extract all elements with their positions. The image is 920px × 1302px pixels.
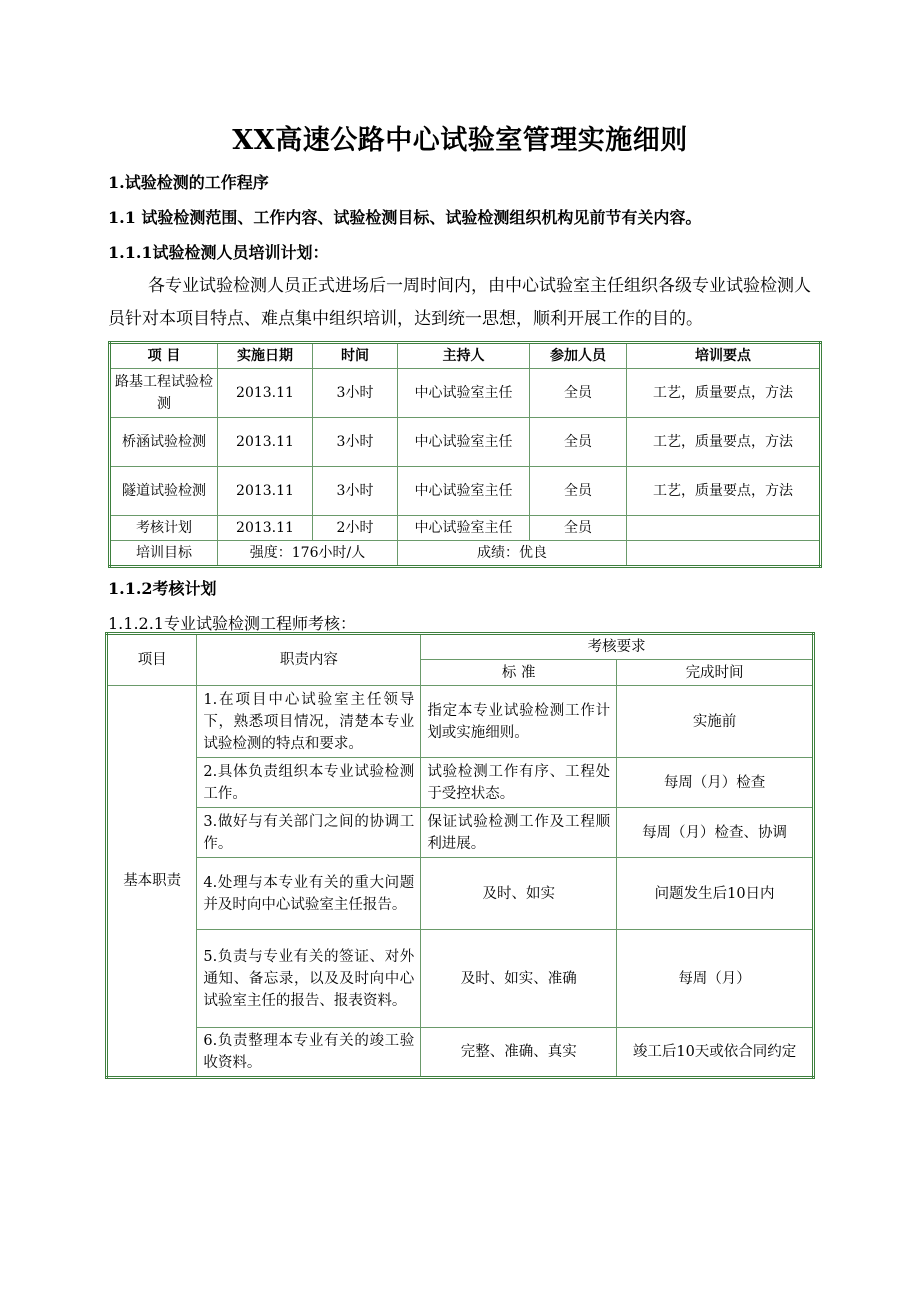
- table-row: [110, 418, 821, 467]
- cell-date: 2013.11: [218, 418, 313, 467]
- cell-duty: 3.做好与有关部门之间的协调工作。: [197, 808, 421, 858]
- cell-duty: 6.负责整理本专业有关的竣工验收资料。: [197, 1028, 421, 1078]
- table-row: [107, 1028, 814, 1078]
- cell-standard: 保证试验检测工作及工程顺利进展。: [421, 808, 617, 858]
- cell-item: 路基工程试验检测: [110, 369, 218, 418]
- cell-item: 隧道试验检测: [110, 467, 218, 516]
- training-paragraph: 各专业试验检测人员正式进场后一周时间内，由中心试验室主任组织各级专业试验检测人员针对本项目特点、难点集中组织培训，达到统一思想，顺利开展工作的目的。: [108, 276, 811, 329]
- goal-result: 成绩：优良: [398, 541, 627, 567]
- table-row: [110, 516, 821, 541]
- cell-date: 2013.11: [218, 467, 313, 516]
- cell-standard: 及时、如实、准确: [421, 930, 617, 1028]
- header-participants: 参加人员: [530, 343, 627, 369]
- cell-host: 中心试验室主任: [398, 516, 530, 541]
- cell-standard: 指定本专业试验检测工作计划或实施细则。: [421, 686, 617, 758]
- cell-duty: 2.具体负责组织本专业试验检测工作。: [197, 758, 421, 808]
- training-plan-table: [108, 341, 822, 568]
- cell-time: 3小时: [313, 467, 398, 516]
- cell-completion-time: 问题发生后10日内: [617, 858, 814, 930]
- cell-participants: 全员: [530, 369, 627, 418]
- cell-date: 2013.11: [218, 369, 313, 418]
- cell-duty: 5.负责与专业有关的签证、对外通知、备忘录，以及及时向中心试验室主任的报告、报表资料。: [197, 930, 421, 1028]
- cell-standard: 完整、准确、真实: [421, 1028, 617, 1078]
- heading-1-1-1: 1.1.1试验检测人员培训计划：: [108, 243, 329, 262]
- cell-participants: 全员: [530, 516, 627, 541]
- goal-label: 培训目标: [110, 541, 218, 567]
- table-row: [107, 686, 814, 758]
- table-header-row: [107, 634, 814, 660]
- header-completion-time: 完成时间: [617, 660, 814, 686]
- document-title: XX高速公路中心试验室管理实施细则: [232, 125, 688, 156]
- header-key-points: 培训要点: [627, 343, 821, 369]
- header-item: 项 目: [110, 343, 218, 369]
- cell-duty: 4.处理与本专业有关的重大问题并及时向中心试验室主任报告。: [197, 858, 421, 930]
- group-label: 基本职责: [107, 686, 197, 1078]
- table-header-row: [110, 343, 821, 369]
- header-item: 项目: [107, 634, 197, 686]
- heading-1-1-2-1: 1.1.2.1专业试验检测工程师考核：: [108, 614, 356, 633]
- cell-date: 2013.11: [218, 516, 313, 541]
- cell-completion-time: 每周（月）检查、协调: [617, 808, 814, 858]
- cell-key-points: 工艺，质量要点，方法: [627, 467, 821, 516]
- header-date: 实施日期: [218, 343, 313, 369]
- header-host: 主持人: [398, 343, 530, 369]
- header-duty: 职责内容: [197, 634, 421, 686]
- heading-1: 1.试验检测的工作程序: [108, 173, 269, 192]
- cell-completion-time: 竣工后10天或依合同约定: [617, 1028, 814, 1078]
- cell-time: 3小时: [313, 369, 398, 418]
- heading-1-1: 1.1 试验检测范围、工作内容、试验检测目标、试验检测组织机构见前节有关内容。: [108, 208, 702, 227]
- cell-completion-time: 实施前: [617, 686, 814, 758]
- cell-time: 2小时: [313, 516, 398, 541]
- table-row: [107, 758, 814, 808]
- goal-intensity: 强度：176小时/人: [218, 541, 398, 567]
- cell-completion-time: 每周（月）检查: [617, 758, 814, 808]
- cell-standard: 试验检测工作有序、工程处于受控状态。: [421, 758, 617, 808]
- cell-key-points: 工艺，质量要点，方法: [627, 369, 821, 418]
- cell-participants: 全员: [530, 467, 627, 516]
- cell-key-points: 工艺，质量要点，方法: [627, 418, 821, 467]
- table-row: [107, 858, 814, 930]
- table-row: [107, 808, 814, 858]
- cell-time: 3小时: [313, 418, 398, 467]
- header-time: 时间: [313, 343, 398, 369]
- header-standard: 标 准: [421, 660, 617, 686]
- cell-standard: 及时、如实: [421, 858, 617, 930]
- cell-completion-time: 每周（月）: [617, 930, 814, 1028]
- cell-host: 中心试验室主任: [398, 467, 530, 516]
- cell-item: 桥涵试验检测: [110, 418, 218, 467]
- table-row: [110, 467, 821, 516]
- heading-1-1-2: 1.1.2考核计划: [108, 579, 217, 598]
- cell-host: 中心试验室主任: [398, 369, 530, 418]
- exam-plan-table: [105, 632, 815, 1079]
- training-goal-row: [110, 541, 821, 567]
- header-requirements: 考核要求: [421, 634, 814, 660]
- table-row: [107, 930, 814, 1028]
- table-row: [110, 369, 821, 418]
- cell-item: 考核计划: [110, 516, 218, 541]
- cell-duty: 1.在项目中心试验室主任领导下，熟悉项目情况，清楚本专业试验检测的特点和要求。: [197, 686, 421, 758]
- cell-host: 中心试验室主任: [398, 418, 530, 467]
- cell-participants: 全员: [530, 418, 627, 467]
- goal-empty-cell: [627, 541, 821, 567]
- cell-key-points: [627, 516, 821, 541]
